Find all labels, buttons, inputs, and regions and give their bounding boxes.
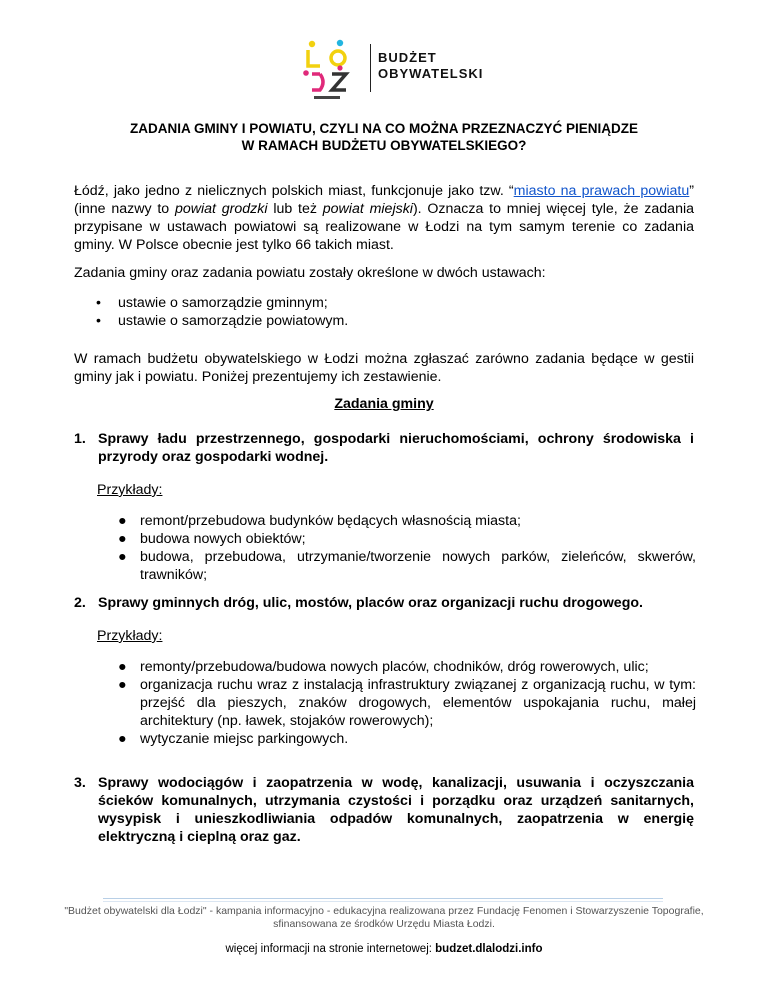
intro-emphasis: powiat grodzki [174, 201, 268, 217]
footer-credit-1: "Budżet obywatelski dla Łodzi" - kampania informacyjno - edukacyjna realizowana przez Fundację Fenomen i Stowarzyszenie Topografie, [64, 905, 704, 917]
intro-emphasis: powiat miejski [322, 201, 413, 217]
intro-paragraph-1 [74, 182, 694, 254]
list-item-text: budowa nowych obiektów; [140, 531, 306, 547]
list-item-text: ustawie o samorządzie gminnym; [118, 295, 328, 311]
list-item-text: ustawie o samorządzie powiatowym. [118, 313, 349, 329]
title-line-2: W RAMACH BUDŻETU OBYWATELSKIEGO? [241, 138, 527, 153]
examples-label: Przykłady: [97, 628, 163, 644]
bullet-icon: ● [118, 531, 127, 547]
intro-text: Łódź, jako jedno z nielicznych polskich miast, funkcjonuje jako tzw. “ [74, 183, 514, 199]
intro-paragraph-2: Zadania gminy oraz zadania powiatu zostały określone w dwóch ustawach: [74, 265, 546, 281]
more-info-prefix: więcej informacji na stronie internetowej: [225, 943, 436, 955]
bullet-icon: ● [118, 659, 127, 675]
website-link[interactable]: budzet.dlalodzi.info [435, 943, 543, 955]
list-item [118, 676, 696, 730]
list-item [96, 312, 696, 330]
list-item [118, 512, 696, 530]
list-item [118, 530, 696, 548]
laws-list [96, 294, 696, 330]
intro-text: ). Oznacza to mniej więcej tyle, że zadania przypisane w ustawach powiatowi są realizowane w Łodzi na tym samym terenie co zadania gminy. W Polsce obecnie jest tylko 66 takich miast. [74, 201, 695, 253]
examples-label: Przykłady: [97, 482, 163, 498]
intro-paragraph-3: W ramach budżetu obywatelskiego w Łodzi można zgłaszać zarówno zadania będące w gestii gminy jak i powiatu. Poniżej prezentujemy ich zestawienie. [74, 351, 694, 385]
task-item-2 [74, 594, 694, 612]
list-item [96, 294, 696, 312]
footer-credit-2: sfinansowana ze środków Urzędu Miasta Łodzi. [273, 918, 495, 930]
task-number: 3. [74, 775, 86, 791]
list-item-text: wytyczanie miejsc parkingowych. [140, 731, 349, 747]
logo-wordmark [378, 50, 483, 82]
city-county-link[interactable]: miasto na prawach powiatu [513, 183, 690, 199]
title-line-1: ZADANIA GMINY I POWIATU, CZYLI NA CO MOŻNA PRZEZNACZYĆ PIENIĄDZE [130, 121, 638, 136]
list-item [118, 658, 696, 676]
bullet-icon: • [96, 313, 101, 329]
bullet-icon: ● [118, 731, 127, 747]
task-number: 1. [74, 431, 86, 447]
logo-line-1: BUDŻET [378, 50, 437, 65]
task-number: 2. [74, 595, 86, 611]
bullet-icon: ● [118, 549, 127, 565]
section-title: Zadania gminy [334, 396, 434, 412]
logo-divider [370, 44, 371, 92]
list-item-text: organizacja ruchu wraz z instalacją infrastruktury związanej z organizacją ruchu, w tym: przejść dla pieszych, znaków drogowych, elementów uspokajania ruchu, małej architektury (np. ławek, stojaków rowerowych); [140, 677, 696, 729]
logo [300, 38, 500, 104]
bullet-icon: ● [118, 513, 127, 529]
task-title: Sprawy gminnych dróg, ulic, mostów, placów oraz organizacji ruchu drogowego. [98, 595, 643, 611]
task-item-3 [74, 774, 694, 846]
bullet-icon: ● [118, 677, 127, 693]
intro-text: lub też [267, 201, 323, 217]
examples-list-2 [118, 658, 696, 748]
footer-divider [103, 898, 663, 899]
list-item-text: budowa, przebudowa, utrzymanie/tworzenie nowych parków, zieleńców, skwerów, trawników; [140, 549, 696, 583]
examples-list-1 [118, 512, 696, 584]
bullet-icon: • [96, 295, 101, 311]
task-item-1 [74, 430, 694, 466]
list-item-text: remonty/przebudowa/budowa nowych placów, chodników, dróg rowerowych, ulic; [140, 659, 649, 675]
task-title: Sprawy ładu przestrzennego, gospodarki nieruchomościami, ochrony środowiska i przyrody oraz gospodarki wodnej. [98, 431, 694, 465]
logo-line-2: OBYWATELSKI [378, 66, 484, 81]
lodz-logo-icon [300, 38, 358, 102]
list-item [118, 548, 696, 584]
list-item-text: remont/przebudowa budynków będących własnością miasta; [140, 513, 521, 529]
footer-divider [103, 901, 663, 902]
list-item [118, 730, 696, 748]
page-title [0, 120, 768, 154]
intro-text: ” (inne nazwy to [74, 183, 695, 217]
task-title: Sprawy wodociągów i zaopatrzenia w wodę, kanalizacji, usuwania i oczyszczania ścieków komunalnych, utrzymania czystości i porządku oraz urządzeń sanitarnych, wysypisk i unieszkodliwiania odpadów komunalnych, zaopatrzenia w energię elektryczną i cieplną oraz gaz. [98, 775, 694, 845]
footer-more-info [0, 943, 768, 955]
